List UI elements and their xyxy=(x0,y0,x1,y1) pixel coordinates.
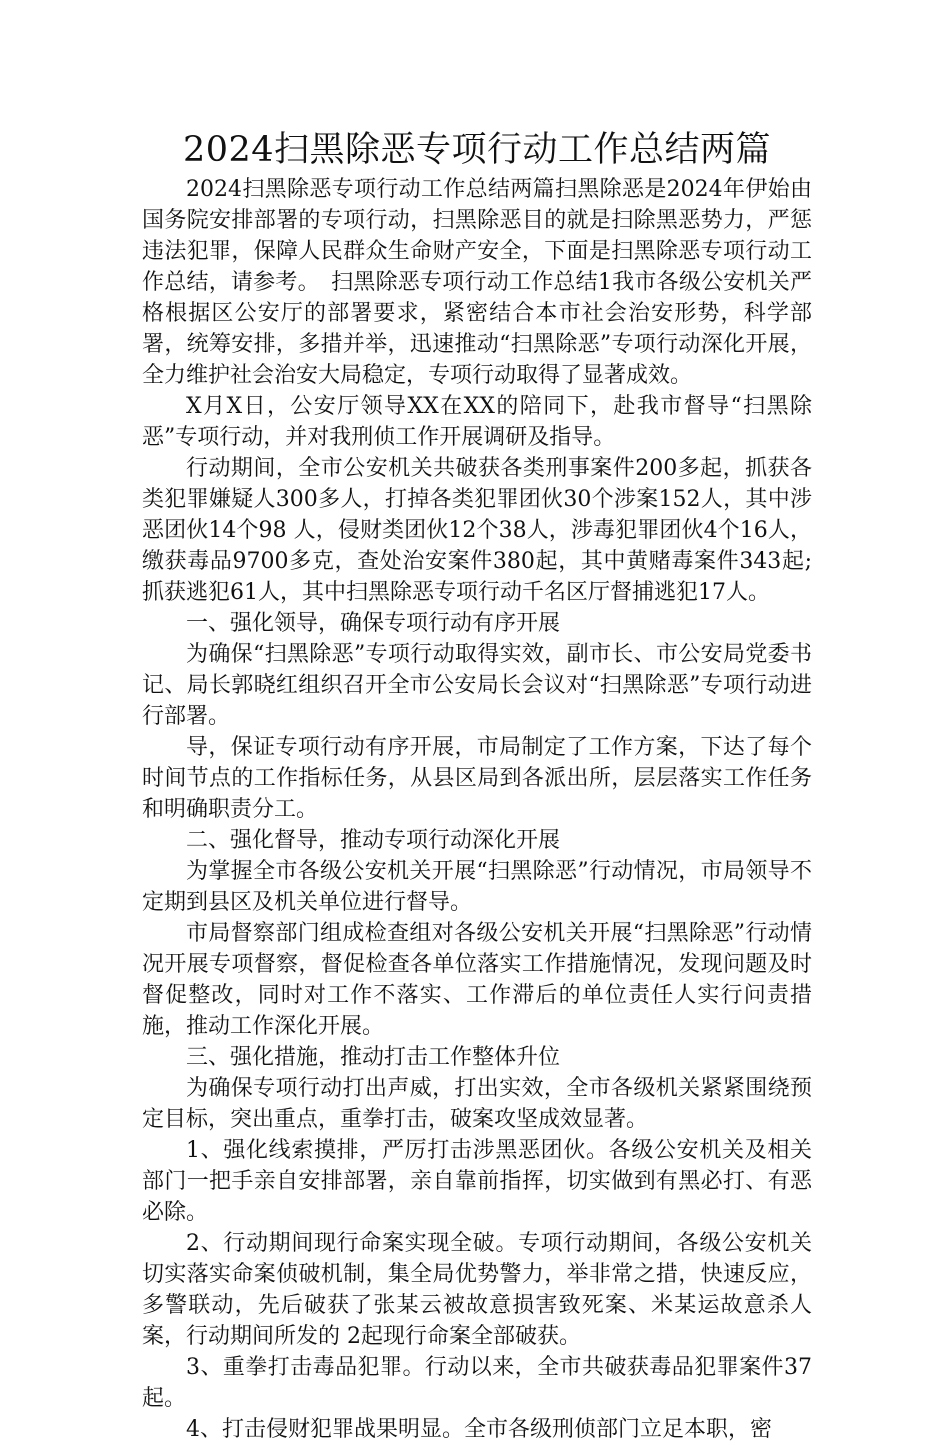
paragraph-leadership-meeting: 为确保“扫黑除恶”专项行动取得实效，副市长、市公安局党委书记、局长郭晓红组织召开全市公安局长会议对“扫黑除恶”专项行动进行部署。 xyxy=(142,642,812,729)
section-heading-3: 三、强化措施，推动打击工作整体升位 xyxy=(186,1045,561,1070)
document-title: 2024扫黑除恶专项行动工作总结两篇 xyxy=(182,130,772,170)
document-page xyxy=(142,128,812,1445)
list-item-1: 1、强化线索摸排，严厉打击涉黑恶团伙。各级公安机关及相关部门一把手亲自安排部署，亲自靠前指挥，切实做到有黑必打、有恶必除。 xyxy=(142,1138,812,1225)
paragraph-inspection-visit: X月X日，公安厅领导XX在XX的陪同下，赴我市督导“扫黑除恶”专项行动，并对我刑侦工作开展调研及指导。 xyxy=(142,394,812,450)
paragraph-intro: 2024扫黑除恶专项行动工作总结两篇扫黑除恶是2024年伊始由国务院安排部署的专项行动，扫黑除恶目的就是扫除黑恶势力，严惩违法犯罪，保障人民群众生命财产安全，下面是扫黑除恶专项行动工作总结，请参考。 扫黑除恶专项行动工作总结1我市各级公安机关严格根据区公安厅的部署要求，紧密结合本市社会治安形势，科学部署，统筹安排，多措并举，迅速推动“扫黑除恶”专项行动深化开展，全力维护社会治安大局稳定，专项行动取得了显著成效。 xyxy=(142,177,812,388)
section-heading-2: 二、强化督导，推动专项行动深化开展 xyxy=(186,828,561,853)
paragraph-supervision: 为掌握全市各级公安机关开展“扫黑除恶”行动情况，市局领导不定期到县区及机关单位进行督导。 xyxy=(142,859,812,915)
paragraph-work-plan: 导，保证专项行动有序开展，市局制定了工作方案，下达了每个时间节点的工作指标任务，从县区局到各派出所，层层落实工作任务和明确职责分工。 xyxy=(142,735,812,822)
paragraph-statistics: 行动期间，全市公安机关共破获各类刑事案件200多起，抓获各类犯罪嫌疑人300多人，打掉各类犯罪团伙30个涉案152人，其中涉恶团伙14个98 人，侵财类团伙12个38人，涉毒犯罪团伙4个16人，缴获毒品9700多克，查处治安案件380起，其中黄赌毒案件343起;抓获逃犯61人，其中扫黑除恶专项行动千名区厅督捕逃犯17人。 xyxy=(142,456,812,605)
list-item-4: 4、打击侵财犯罪战果明显。全市各级刑侦部门立足本职，密 xyxy=(186,1417,772,1442)
list-item-2: 2、行动期间现行命案实现全破。专项行动期间，各级公安机关切实落实命案侦破机制，集全局优势警力，举非常之措，快速反应，多警联动，先后破获了张某云被故意损害致死案、米某运故意杀人案，行动期间所发的 2起现行命案全部破获。 xyxy=(142,1231,812,1349)
section-heading-1: 一、强化领导，确保专项行动有序开展 xyxy=(186,611,561,636)
list-item-3: 3、重拳打击毒品犯罪。行动以来，全市共破获毒品犯罪案件37起。 xyxy=(142,1355,812,1411)
paragraph-measures: 为确保专项行动打出声威，打出实效，全市各级机关紧紧围绕预定目标，突出重点，重拳打击，破案攻坚成效显著。 xyxy=(142,1076,812,1132)
paragraph-inspection-group: 市局督察部门组成检查组对各级公安机关开展“扫黑除恶”行动情况开展专项督察，督促检查各单位落实工作措施情况，发现问题及时督促整改，同时对工作不落实、工作滞后的单位责任人实行问责措施，推动工作深化开展。 xyxy=(142,921,812,1039)
